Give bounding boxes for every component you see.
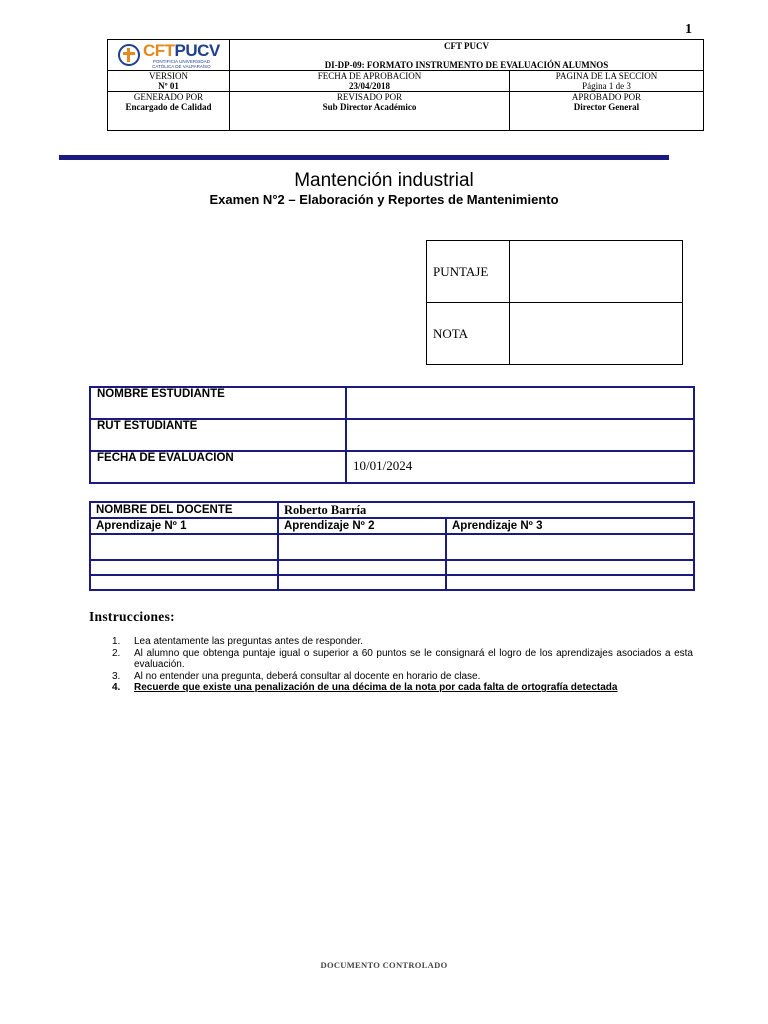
instructions-title: Instrucciones: — [89, 609, 175, 624]
org-name: CFT PUCV — [443, 41, 490, 51]
generated-cell — [108, 92, 230, 131]
logo-sub-2: CATÓLICA DE VALPARAÍSO — [152, 63, 211, 69]
page-title: Mantención industrial — [294, 170, 474, 191]
doc-title: DI-DP-09: FORMATO INSTRUMENTO DE EVALUACIÓN ALUMNOS — [324, 60, 609, 70]
approval-date-value: 23/04/2018 — [348, 81, 390, 91]
student-rut-field[interactable] — [346, 419, 694, 451]
section-page-value: Página 1 de 3 — [582, 81, 631, 91]
version-label: VERSION — [148, 71, 188, 81]
version-value: Nº 01 — [158, 81, 179, 91]
student-name-label: NOMBRE ESTUDIANTE — [90, 387, 346, 419]
logo-sub-1: PONTIFICIA UNIVERSIDAD — [152, 58, 210, 64]
document-control-header — [107, 39, 704, 131]
learning-2-header: Aprendizaje Nº 2 — [278, 518, 446, 534]
learning-2-cell[interactable] — [278, 560, 446, 575]
reviewed-value: Sub Director Académico — [322, 102, 417, 112]
approved-cell — [510, 92, 704, 131]
puntaje-field[interactable] — [510, 241, 683, 303]
student-rut-label: RUT ESTUDIANTE — [90, 419, 346, 451]
instructions-list — [112, 636, 693, 694]
instruction-text: Al no entender una pregunta, deberá consultar al docente en horario de clase. — [134, 670, 481, 682]
nota-label: NOTA — [427, 303, 510, 365]
learning-2-cell[interactable] — [278, 534, 446, 560]
logo-cell — [108, 40, 230, 71]
instruction-text: Lea atentamente las preguntas antes de responder. — [134, 636, 364, 647]
generated-label: GENERADO POR — [133, 92, 204, 102]
evaluation-date-label: FECHA DE EVALUACION — [90, 451, 346, 483]
instruction-text: Recuerde que existe una penalización de una décima de la nota por cada falta de ortografía detectada — [134, 682, 618, 693]
instruction-number: 2. — [112, 647, 121, 659]
teacher-name-label: NOMBRE DEL DOCENTE — [90, 502, 278, 518]
score-table — [426, 240, 683, 365]
teacher-name-field[interactable]: Roberto Barría — [278, 502, 694, 518]
evaluation-date-field[interactable]: 10/01/2024 — [346, 451, 694, 483]
learning-1-cell[interactable] — [90, 575, 278, 590]
reviewed-cell — [230, 92, 510, 131]
reviewed-label: REVISADO POR — [336, 92, 403, 102]
doc-title-cell — [230, 40, 704, 71]
page-subtitle: Examen N°2 – Elaboración y Reportes de Mantenimiento — [209, 192, 559, 207]
instruction-number: 3. — [112, 670, 121, 682]
instruction-number: 4. — [112, 682, 121, 693]
approved-label: APROBADO POR — [571, 92, 642, 102]
learning-2-cell[interactable] — [278, 575, 446, 590]
section-page-label: PAGINA DE LA SECCION — [555, 71, 658, 81]
cft-pucv-logo — [108, 40, 229, 70]
instruction-item — [112, 648, 693, 671]
learning-1-cell[interactable] — [90, 534, 278, 560]
student-name-field[interactable] — [346, 387, 694, 419]
instruction-item — [112, 671, 693, 683]
cross-emblem-icon — [118, 44, 140, 66]
approved-value: Director General — [573, 102, 640, 112]
approval-date-cell — [230, 71, 510, 92]
instruction-item — [112, 682, 693, 694]
footer-label: DOCUMENTO CONTROLADO — [320, 960, 448, 970]
learning-3-cell[interactable] — [446, 575, 694, 590]
approval-date-label: FECHA DE APROBACION — [317, 71, 422, 81]
learning-1-cell[interactable] — [90, 560, 278, 575]
header-divider — [59, 155, 669, 160]
learning-3-cell[interactable] — [446, 560, 694, 575]
instruction-text: Al alumno que obtenga puntaje igual o superior a 60 puntos se le consignará el logro de los aprendizajes asociados a esta evaluación. — [134, 647, 693, 670]
page-number: 1 — [685, 22, 692, 37]
nota-field[interactable] — [510, 303, 683, 365]
section-page-cell — [510, 71, 704, 92]
version-cell — [108, 71, 230, 92]
learning-3-header: Aprendizaje Nº 3 — [446, 518, 694, 534]
logo-cft: CFT — [143, 40, 175, 60]
teacher-table — [89, 501, 695, 591]
student-info-table — [89, 386, 695, 484]
generated-value: Encargado de Calidad — [125, 102, 212, 112]
learning-1-header: Aprendizaje Nº 1 — [90, 518, 278, 534]
logo-pucv: PUCV — [174, 40, 220, 60]
instruction-number: 1. — [112, 636, 121, 647]
instruction-item — [112, 636, 693, 648]
puntaje-label: PUNTAJE — [427, 241, 510, 303]
learning-3-cell[interactable] — [446, 534, 694, 560]
